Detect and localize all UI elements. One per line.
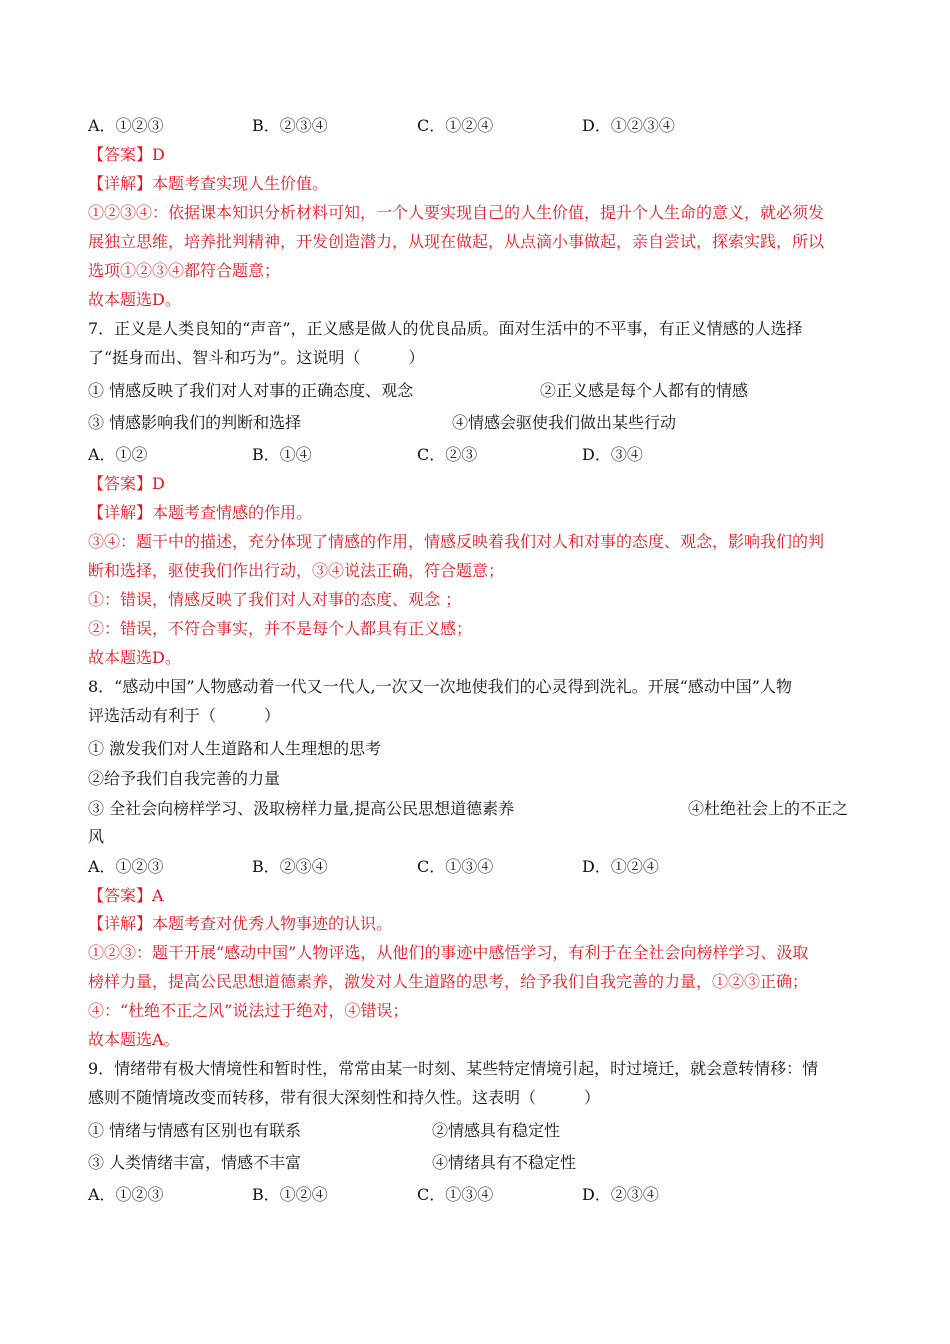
q7-item-2: ②正义感是每个人都有的情感 [540,381,749,400]
q7-item-4: ④情感会驱使我们做出某些行动 [452,413,677,432]
q7-explain-line: ③④：题干中的描述，充分体现了情感的作用，情感反映着我们对人和对事的态度、观念，影响我们的判 [88,532,825,551]
q6-explain-line: 选项①②③④都符合题意； [88,261,281,280]
q7-stem-line: 7．正义是人类良知的“声音”，正义感是做人的优良品质。面对生活中的不平事，有正义情感的人选择 [88,319,803,338]
q8-stem-line: 评选活动有利于（ ） [88,706,281,725]
q8-option-c: C．①③④ [417,857,494,876]
q9-option-c: C．①③④ [417,1185,494,1204]
q8-item-1: ① 激发我们对人生道路和人生理想的思考 [88,739,382,758]
q7-option-a: A．①② [88,445,148,464]
q6-option-d: D．①②③④ [582,116,675,135]
q7-explain-line: 断和选择，驱使我们作出行动，③④说法正确，符合题意； [88,561,505,580]
q6-answer: 【答案】D [88,145,165,164]
q9-item-1: ① 情绪与情感有区别也有联系 [88,1121,302,1140]
q8-option-a: A．①②③ [88,857,164,876]
q7-option-c: C．②③ [417,445,478,464]
q6-explain-line: 展独立思维，培养批判精神，开发创造潜力，从现在做起，从点滴小事做起，亲自尝试，探索实践，所以 [88,232,825,251]
q9-item-2: ②情感具有稳定性 [432,1121,561,1140]
q6-option-b: B．②③④ [252,116,328,135]
q9-stem-line: 感则不随情境改变而转移，带有很大深刻性和持久性。这表明（ ） [88,1088,601,1107]
q8-option-b: B．②③④ [252,857,328,876]
q8-option-d: D．①②④ [582,857,659,876]
q8-answer: 【答案】A [88,886,164,905]
q8-item-2: ②给予我们自我完善的力量 [88,769,281,788]
q6-option-a: A．①②③ [88,116,164,135]
q8-stem-line: 8．“感动中国”人物感动着一代又一代人,一次又一次地使我们的心灵得到洗礼。开展“感动中国”人物 [88,677,792,696]
q7-option-d: D．③④ [582,445,643,464]
q9-item-3: ③ 人类情绪丰富，情感不丰富 [88,1153,302,1172]
q7-explain-line: ②：错误，不符合事实，并不是每个人都具有正义感； [88,619,473,638]
q7-stem-line: 了“挺身而出、智斗和巧为”。这说明（ ） [88,348,425,367]
q8-explain-line: 榜样力量，提高公民思想道德素养，激发对人生道路的思考，给予我们自我完善的力量，①②③正确； [88,972,809,991]
q9-option-a: A．①②③ [88,1185,164,1204]
q8-explain-title: 【详解】本题考查对优秀人物事迹的认识。 [88,914,393,933]
q8-item-3: ③ 全社会向榜样学习、汲取榜样力量,提高公民思想道德素养 [88,799,515,818]
q8-item-4-wrap: 风 [88,827,105,846]
q9-stem-line: 9．情绪带有极大情境性和暂时性，常常由某一时刻、某些特定情境引起，时过境迁，就会意转情移：情 [88,1059,819,1078]
q6-explain-title: 【详解】本题考查实现人生价值。 [88,174,329,193]
q8-item-4: ④杜绝社会上的不正之 [688,799,849,818]
q7-answer: 【答案】D [88,474,165,493]
q8-conclusion: 故本题选A。 [88,1030,180,1049]
q6-explain-line: ①②③④：依据课本知识分析材料可知，一个人要实现自己的人生价值，提升个人生命的意义，就必须发 [88,203,825,222]
q7-conclusion: 故本题选D。 [88,648,181,667]
q7-item-3: ③ 情感影响我们的判断和选择 [88,413,302,432]
q7-explain-title: 【详解】本题考查情感的作用。 [88,503,313,522]
q9-option-b: B．①②④ [252,1185,328,1204]
q6-option-c: C．①②④ [417,116,494,135]
q9-item-4: ④情绪具有不稳定性 [432,1153,577,1172]
q7-item-1: ① 情感反映了我们对人对事的正确态度、观念 [88,381,414,400]
q8-explain-line: ①②③：题干开展“感动中国”人物评选，从他们的事迹中感悟学习，有利于在全社会向榜样学习、汲取 [88,943,809,962]
q7-explain-line: ①：错误，情感反映了我们对人对事的态度、观念 ； [88,590,462,609]
q6-conclusion: 故本题选D。 [88,290,181,309]
q8-explain-line: ④：“杜绝不正之风”说法过于绝对，④错误； [88,1001,409,1020]
q7-option-b: B．①④ [252,445,312,464]
q9-option-d: D．②③④ [582,1185,659,1204]
